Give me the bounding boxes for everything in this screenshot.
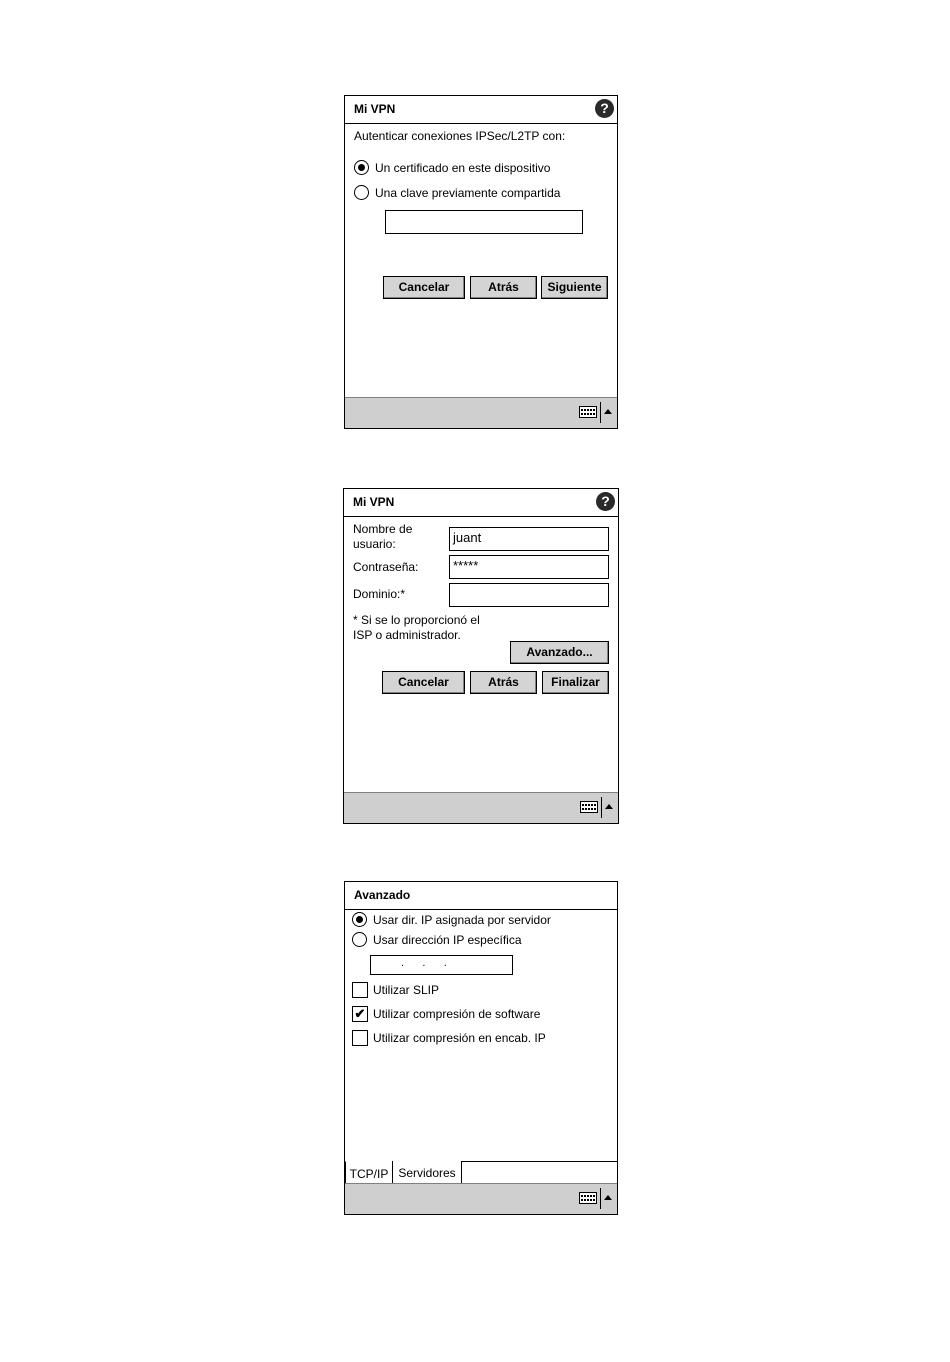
back-button[interactable]: Atrás: [470, 276, 537, 299]
password-input[interactable]: *****: [449, 555, 609, 579]
username-input[interactable]: juant: [449, 527, 609, 551]
help-icon[interactable]: ?: [596, 492, 615, 511]
title-bar: [345, 882, 617, 910]
ip-address-input[interactable]: . . .: [370, 955, 513, 975]
keyboard-icon[interactable]: [579, 406, 597, 418]
menu-separator: [601, 797, 602, 818]
server-ip-radio[interactable]: [352, 912, 367, 927]
note-line2: ISP o administrador.: [353, 628, 461, 642]
menu-separator: [600, 402, 601, 423]
page-title: Mi VPN: [354, 102, 396, 116]
password-label: Contraseña:: [353, 560, 419, 574]
next-button[interactable]: Siguiente: [541, 276, 608, 299]
sip-up-arrow-icon[interactable]: [604, 409, 612, 414]
username-label-line1: Nombre de: [353, 522, 413, 536]
preshared-key-label[interactable]: Una clave previamente compartida: [375, 186, 561, 200]
cancel-button[interactable]: Cancelar: [382, 671, 465, 694]
sip-up-arrow-icon[interactable]: [604, 1195, 612, 1200]
tab-servers[interactable]: Servidores: [392, 1161, 462, 1186]
page-title: Avanzado: [354, 888, 411, 902]
domain-label: Dominio:*: [353, 587, 406, 601]
vpn-advanced-screen: [344, 881, 618, 1215]
menu-separator: [600, 1188, 601, 1209]
sip-up-arrow-icon[interactable]: [605, 804, 613, 809]
specific-ip-radio[interactable]: [352, 932, 367, 947]
domain-input[interactable]: [449, 583, 609, 607]
slip-checkbox[interactable]: [352, 982, 368, 998]
username-label-line2: usuario:: [353, 537, 396, 551]
header-compression-checkbox[interactable]: [352, 1030, 368, 1046]
keyboard-icon[interactable]: [579, 1192, 597, 1204]
menu-bar: [345, 397, 617, 428]
certificate-label[interactable]: Un certificado en este dispositivo: [375, 161, 551, 175]
preshared-key-radio[interactable]: [354, 185, 369, 200]
cancel-button[interactable]: Cancelar: [383, 276, 465, 299]
software-compression-checkbox[interactable]: ✔: [352, 1006, 368, 1022]
finish-button[interactable]: Finalizar: [542, 671, 609, 694]
software-compression-label[interactable]: Utilizar compresión de software: [373, 1007, 541, 1021]
advanced-button[interactable]: Avanzado...: [510, 641, 609, 664]
specific-ip-label[interactable]: Usar dirección IP específica: [373, 933, 522, 947]
vpn-credentials-screen: [343, 488, 619, 824]
page-title: Mi VPN: [353, 495, 395, 509]
server-ip-label[interactable]: Usar dir. IP asignada por servidor: [373, 913, 551, 927]
header-compression-label[interactable]: Utilizar compresión en encab. IP: [373, 1031, 546, 1045]
vpn-auth-screen: [344, 95, 618, 429]
menu-bar: [344, 792, 618, 823]
title-bar: [344, 489, 618, 517]
help-icon[interactable]: ?: [595, 99, 614, 118]
title-bar: [345, 96, 617, 124]
note-line1: * Si se lo proporcionó el: [353, 613, 480, 627]
certificate-radio[interactable]: [354, 160, 369, 175]
preshared-key-input[interactable]: [385, 210, 583, 234]
back-button[interactable]: Atrás: [470, 671, 537, 694]
auth-prompt: Autenticar conexiones IPSec/L2TP con:: [354, 129, 566, 143]
menu-bar: [345, 1183, 617, 1214]
tab-tcpip[interactable]: TCP/IP: [345, 1161, 393, 1186]
slip-label[interactable]: Utilizar SLIP: [373, 983, 440, 997]
keyboard-icon[interactable]: [580, 801, 598, 813]
